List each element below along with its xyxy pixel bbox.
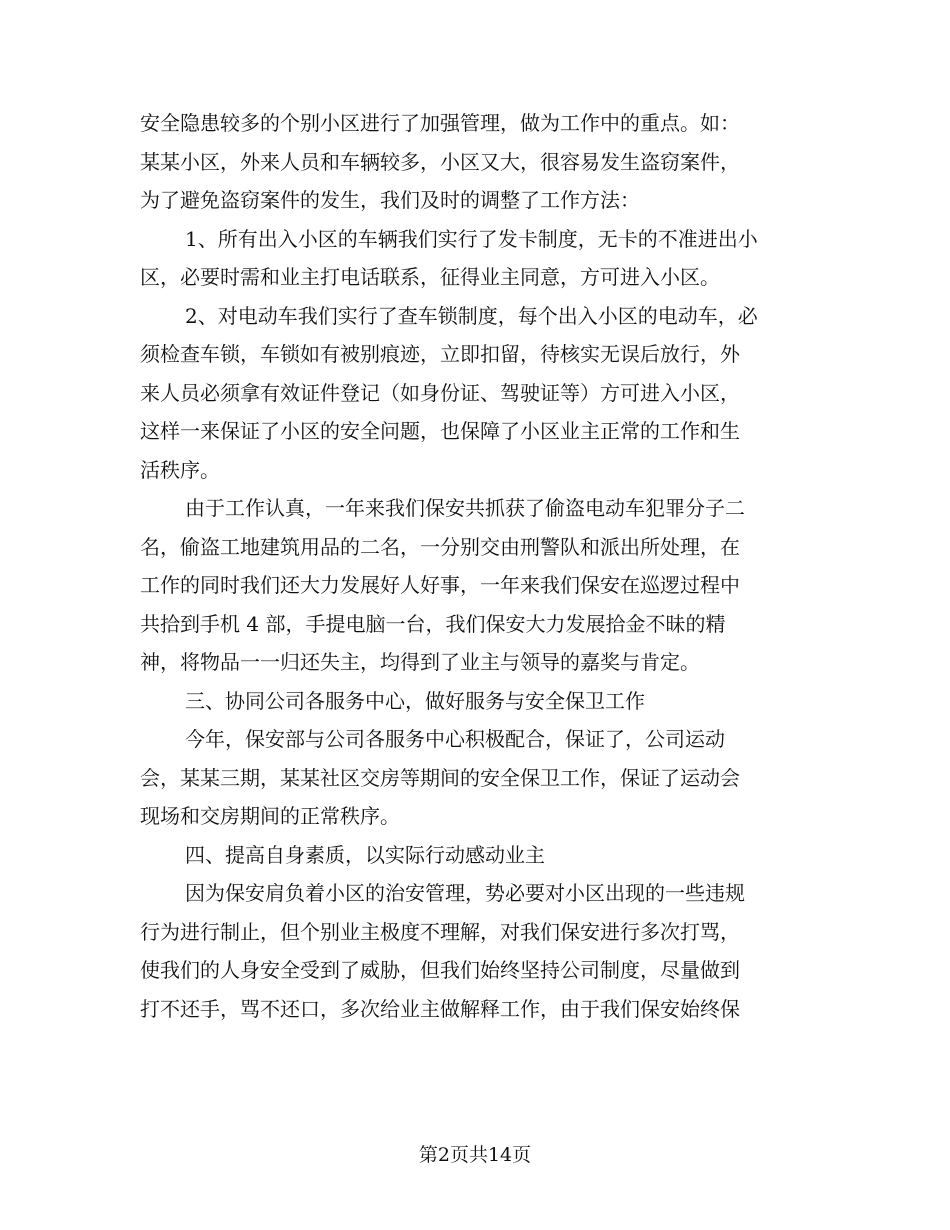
text-line: 须检查车锁，车锁如有被别痕迹，立即扣留，待核实无误后放行，外	[140, 342, 740, 366]
text-line: 名，偷盗工地建筑用品的二名，一分别交由刑警队和派出所处理，在	[140, 534, 740, 559]
text-line: 三、协同公司各服务中心，做好服务与安全保卫工作	[185, 688, 645, 713]
text-line: 四、提高自身素质，以实际行动感动业主	[185, 842, 545, 867]
text-line: 区，必要时需和业主打电话联系，征得业主同意，方可进入小区。	[140, 265, 720, 289]
text-line: 为了避免盗窃案件的发生，我们及时的调整了工作方法：	[140, 188, 640, 212]
text-line: 1、所有出入小区的车辆我们实行了发卡制度，无卡的不准进出小	[185, 226, 758, 251]
text-line: 某某小区，外来人员和车辆较多，小区又大，很容易发生盗窃案件，	[140, 149, 740, 174]
text-line: 工作的同时我们还大力发展好人好事，一年来我们保安在巡逻过程中	[140, 573, 740, 597]
text-line: 来人员必须拿有效证件登记（如身份证、驾驶证等）方可进入小区，	[140, 380, 740, 405]
text-line: 今年，保安部与公司各服务中心积极配合，保证了，公司运动	[185, 727, 725, 751]
text-line: 2、对电动车我们实行了查车锁制度，每个出入小区的电动车，必	[185, 303, 758, 328]
text-line: 神，将物品一一归还失主，均得到了业主与领导的嘉奖与肯定。	[140, 650, 700, 674]
text-line: 共拾到手机 4 部，手提电脑一台，我们保安大力发展拾金不昧的精	[140, 611, 726, 636]
document-body	[140, 104, 812, 1028]
text-line: 这样一来保证了小区的安全问题，也保障了小区业主正常的工作和生	[140, 419, 740, 443]
text-line: 会，某某三期，某某社区交房等期间的安全保卫工作，保证了运动会	[140, 765, 740, 790]
text-line: 行为进行制止，但个别业主极度不理解，对我们保安进行多次打骂，	[140, 919, 740, 944]
text-line: 由于工作认真，一年来我们保安共抓获了偷盗电动车犯罪分子二	[185, 496, 745, 520]
text-line: 因为保安肩负着小区的治安管理，势必要对小区出现的一些违规	[185, 881, 745, 905]
text-line: 使我们的人身安全受到了威胁，但我们始终坚持公司制度，尽量做到	[140, 958, 740, 982]
text-line: 活秩序。	[140, 457, 220, 482]
text-line: 打不还手，骂不还口，多次给业主做解释工作，由于我们保安始终保	[140, 996, 740, 1021]
page-number-footer: 第2页共14页	[418, 1144, 532, 1166]
text-line: 安全隐患较多的个别小区进行了加强管理，做为工作中的重点。如：	[140, 111, 740, 135]
text-line: 现场和交房期间的正常秩序。	[140, 804, 400, 828]
